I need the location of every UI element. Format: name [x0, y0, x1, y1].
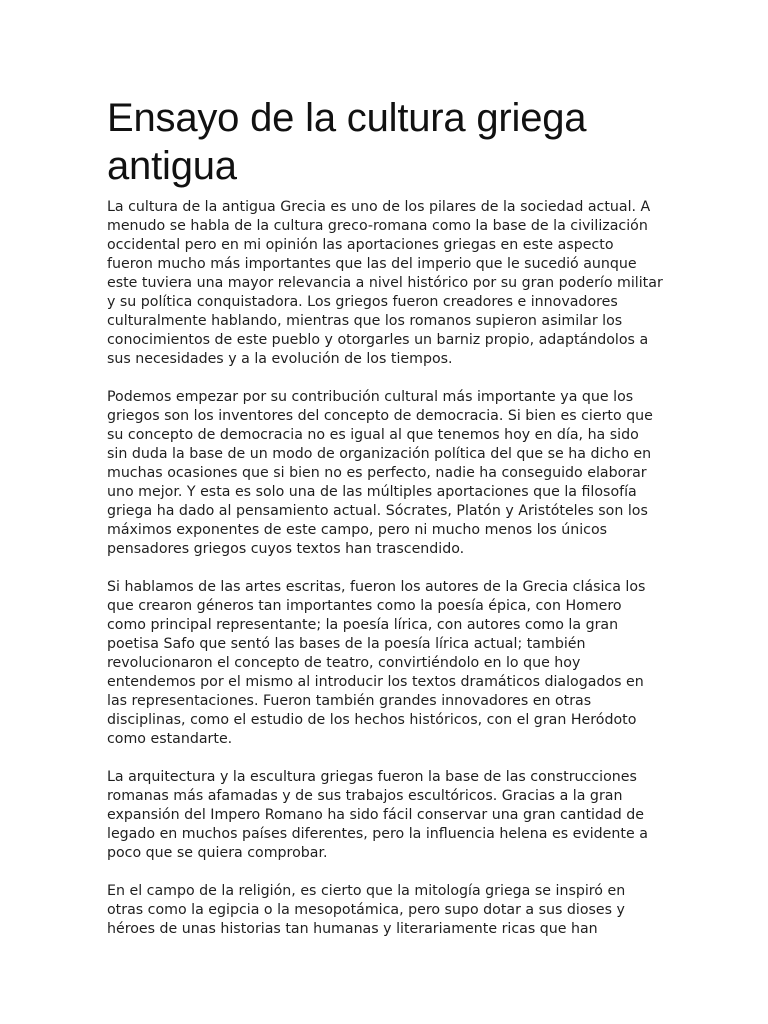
document-page [107, 94, 663, 958]
paragraph-1: La cultura de la antigua Grecia es uno de los pilares de la sociedad actual. A menudo se habla de la cultura greco-romana como la base de la civilización occidental pero en mi opinión las aportaciones griegas en este aspecto fueron mucho más importantes que las del imperio que le sucedió aunque este tuviera una mayor relevancia a nivel histórico por su gran poderío militar y su política conquistadora. Los griegos fueron creadores e innovadores culturalmente hablando, mientras que los romanos supieron asimilar los conocimientos de este pueblo y otorgarles un barniz propio, adaptándolos a sus necesidades y a la evolución de los tiempos. [107, 199, 663, 367]
paragraph-3: Si hablamos de las artes escritas, fueron los autores de la Grecia clásica los que crearon géneros tan importantes como la poesía épica, con Homero como principal representante; la poesía lírica, con autores como la gran poetisa Safo que sentó las bases de la poesía lírica actual; también revolucionaron el concepto de teatro, convirtiéndolo en lo que hoy entendemos por el mismo al introducir los textos dramáticos dialogados en las representaciones. Fueron también grandes innovadores en otras disciplinas, como el estudio de los hechos históricos, con el gran Heródoto como estandarte. [107, 579, 646, 747]
paragraph-4: La arquitectura y la escultura griegas fueron la base de las construcciones romanas más afamadas y de sus trabajos escultóricos. Gracias a la gran expansión del Impero Romano ha sido fácil conservar una gran cantidad de legado en muchos países diferentes, pero la influencia helena es evidente a poco que se quiera comprobar. [107, 769, 648, 861]
paragraph-5: En el campo de la religión, es cierto que la mitología griega se inspiró en otras como la egipcia o la mesopotámica, pero supo dotar a sus dioses y héroes de unas historias tan humanas y literariamente ricas que han [107, 883, 626, 937]
document-title: Ensayo de la cultura griega antigua [107, 96, 587, 188]
paragraph-2: Podemos empezar por su contribución cultural más importante ya que los griegos son los inventores del concepto de democracia. Si bien es cierto que su concepto de democracia no es igual al que tenemos hoy en día, ha sido sin duda la base de un modo de organización política del que se ha dicho en muchas ocasiones que si bien no es perfecto, nadie ha conseguido elaborar uno mejor. Y esta es solo una de las múltiples aportaciones que la filosofía griega ha dado al pensamiento actual. Sócrates, Platón y Aristóteles son los máximos exponentes de este campo, pero ni mucho menos los únicos pensadores griegos cuyos textos han trascendido. [107, 389, 653, 557]
